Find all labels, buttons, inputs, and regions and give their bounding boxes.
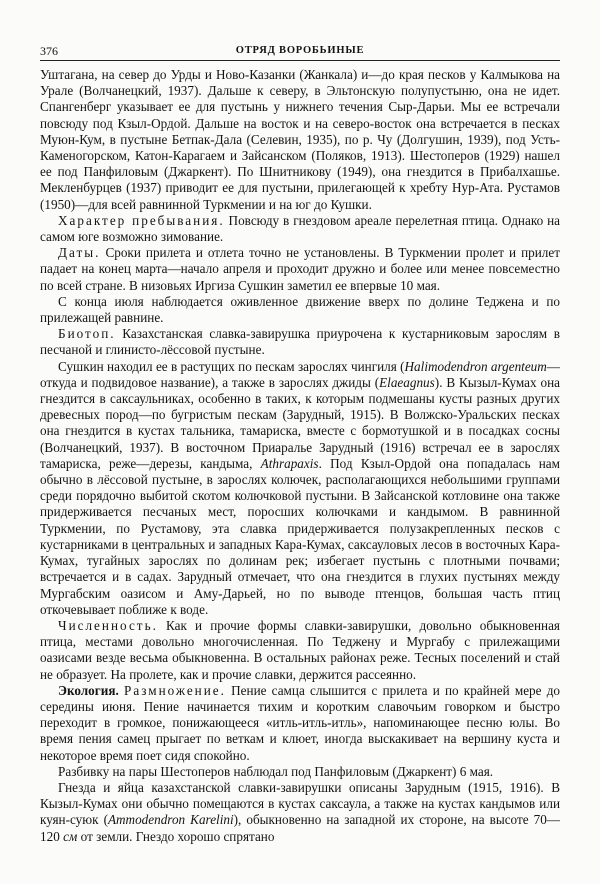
section-heading: Биотоп. — [58, 326, 116, 342]
main-text — [40, 67, 560, 845]
paragraph-dates — [40, 245, 560, 294]
paragraph-ecology — [40, 683, 560, 764]
latin-name: Athrapaxis — [260, 455, 319, 471]
section-heading: Численность. — [58, 617, 158, 633]
paragraph-nests — [40, 780, 560, 845]
paragraph-range — [40, 67, 560, 213]
paragraph-pairing — [40, 764, 560, 780]
page-header — [40, 42, 560, 61]
latin-name: Halimodendron argenteum — [404, 358, 547, 374]
paragraph-text: Казахстанская славка-завирушка приурочена к кустарниковым зарослям в песчаной и глинисто-лёссовой пустыне. — [40, 326, 560, 358]
running-title: ОТРЯД ВОРОБЬИНЫЕ — [235, 45, 365, 56]
latin-name: Elaeagnus — [379, 374, 435, 390]
paragraph-biotope — [40, 326, 560, 358]
text-run: Гнезда и яйца казахстанской славки-завирушки описаны Зарудным (1915, 1916). В Кызыл-Кумах они обычно помещаются в кустах саксаула, а также на кустах кандымов или куян-суюк ( — [40, 779, 560, 828]
paragraph-text: Повсюду в гнездовом ареале перелетная птица. Однако на самом юге возможно зимование. — [40, 212, 560, 245]
text-run: Сушкин находил ее в растущих по пескам зарослях чингиля ( — [58, 358, 405, 374]
section-heading-bold: Экология. — [58, 682, 119, 698]
section-heading: Размножение. — [124, 682, 226, 698]
page-number: 376 — [40, 44, 58, 58]
text-run: ). В Кызыл-Кумах она гнездится в саксаульниках, особенно в таких, к которым подмешаны кусты разных других древесных пород—по бугристым пескам (Зарудный, 1915). В Волжско-Уральских песках она гнездится в кустах тальника, тамариска, вместе с бормотушкой и в посадках сосны (Волчанецкий, 1937). В восточном Приаралье Зарудный (1916) встречал ее в зарослях тамариска, реже—дерезы, кандыма, — [40, 374, 560, 471]
paragraph-residency — [40, 213, 560, 245]
unit: см — [63, 828, 78, 844]
paragraph-text: Как и прочие формы славки-завирушки, довольно обыкновенная птица, местами довольно многочисленная. По Теджену и Мургабу с прилежащими оазисами везде весьма обыкновенна. В остальных районах реже. Тесных поселений и стай не образует. На пролете, как и прочие славки, держится рассеянно. — [40, 617, 560, 682]
text-run: —откуда и подвидовое название), а также в зарослях джиды ( — [40, 358, 560, 390]
section-heading: Даты. — [58, 245, 101, 261]
text-run: . Под Кзыл-Ордой она попадалась нам обычно в лёссовой пустыне, в зарослях колючек, располагающихся небольшими группами среди порядочно выбитой скотом колючковой пустыни. В Зайсанской котловине она также придерживается песчаных мест, поросших колючками и кандымом. В равнинной Туркмении, по Рустамову, эта славка придерживается полузакрепленных песков с кустарниками в центральных и западных Кара-Кумах, саксауловых лесов в восточных Кара-Кумах, тугайных зарослях по долинам рек; избегает пустынь с плотными почвами; встречается и в садах. Зарудный отмечает, что она гнездится в глухих пустынях между Мургабским оазисом и Аму-Дарьей, но по выводе птенцов, большая часть птиц откочевывает поближе к воде. — [40, 455, 561, 617]
text-run: ), обыкновенно на западной их стороне, на высоте 70—120 — [40, 812, 560, 844]
latin-name: Ammodendron Karelini — [107, 812, 234, 828]
text-run: от земли. Гнездо хорошо спрятано — [77, 828, 275, 844]
paragraph-text: Пение самца слышится с прилета и по крайней мере до середины июня. Пение начинается тихим и коротким славочьим говорком и быстро переходит в громкое, понижающееся «итль-итль-итль», напоминающее песню юлы. Во время пения самец прыгает по веткам и клюет, иногда выскакивает на вершину куста и некоторое время поет сидя спокойно. — [40, 682, 560, 763]
section-heading: Характер пребывания. — [58, 212, 225, 228]
paragraph-text: Уштагана, на север до Урды и Ново-Казанки (Жанкала) и—до края песков у Калмыкова на Урале (Волчанецкий, 1937). Дальше к северу, в Эльтонскую полупустыню, она не идет. Спангенберг указывает ее для пустынь у нижнего течения Сыр-Дарьи. Мы ее встречали повсюду под Кзыл-Ордой. Дальше на восток и на северо-восток она встречается в песках Муюн-Кум, в пустыне Бетпак-Дала (Селевин, 1935), по р. Чу (Долгушин, 1939), под Усть-Каменогорском, Катон-Карагаем и Зайсанском (Поляков, 1913). Шестоперов (1929) нашел ее под Панфиловым (Джаркент). По Шнитникову (1949), она гнездится в Прибалхашье. Мекленбурцев (1937) приводит ее для пустыни, прилегающей к хребту Нур-Ата. Рустамов (1950)—для всей равнинной Туркмении и на юг до Кушки. — [40, 67, 560, 212]
paragraph-migration — [40, 294, 560, 326]
paragraph-text: С конца июля наблюдается оживленное движение вверх по долине Теджена и по прилежащей равнине. — [40, 293, 560, 326]
paragraph-abundance — [40, 618, 560, 683]
paragraph-text: Разбивку на пары Шестоперов наблюдал под Панфиловым (Джаркент) 6 мая. — [58, 763, 494, 779]
paragraph-text: Сроки прилета и отлета точно не установлены. В Туркмении пролет и прилет падает на конец марта—начало апреля и проходит дружно и более или менее повсеместно по всей стране. В низовьях Иргиза Сушкин заметил ее впервые 10 мая. — [40, 245, 560, 293]
paragraph-habitat — [40, 359, 560, 618]
